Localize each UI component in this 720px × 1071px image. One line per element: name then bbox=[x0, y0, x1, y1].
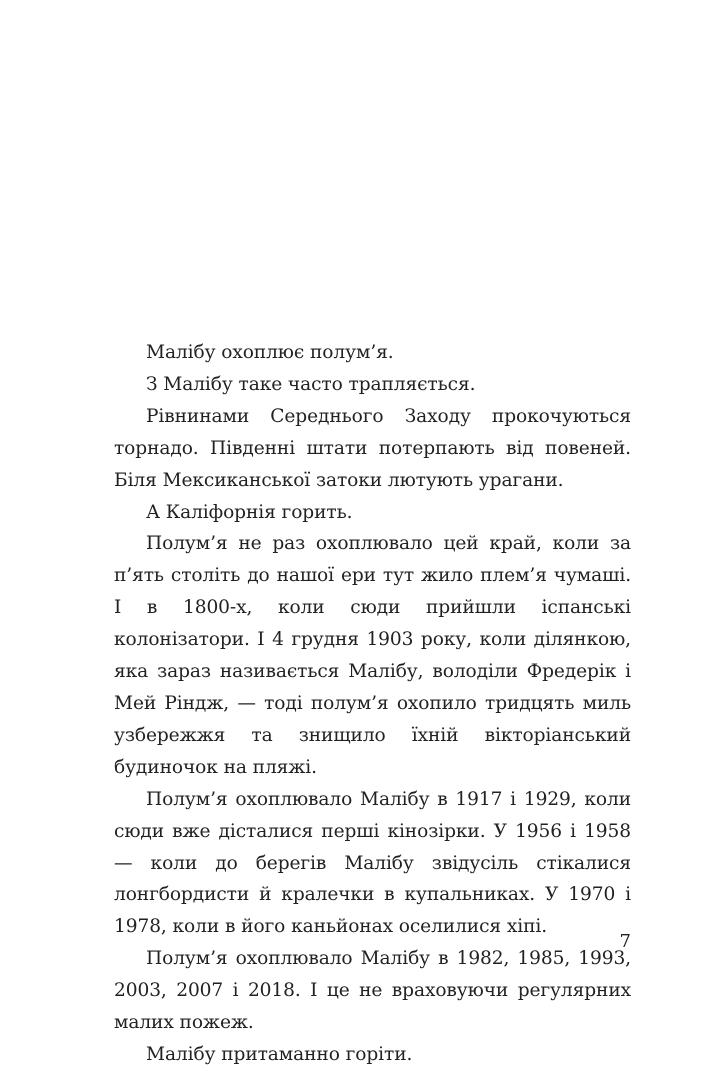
paragraph-6: Полум’я охоплювало Малібу в 1917 і 1929, коли сюди вже дісталися перші кінозірки. У 1956 і 1958 — коли до берегів Малібу звідусіль стікалися лонгбордисти й кралечки в купальниках. У 1970 і 1978, коли в його каньйонах оселилися хіпі. bbox=[114, 788, 631, 938]
paragraph-4: А Каліфорнія горить. bbox=[146, 501, 353, 523]
paragraph-7: Полум’я охоплювало Малібу в 1982, 1985, 1993, 2003, 2007 і 2018. І це не враховуючи регулярних малих пожеж. bbox=[114, 948, 631, 1034]
paragraph-3: Рівнинами Середнього Заходу прокочуються торнадо. Південні штати потерпають від повеней. Біля Мексиканської затоки лютують урагани. bbox=[114, 405, 631, 491]
paragraph-5: Полум’я не раз охоплювало цей край, коли за п’ять століть до нашої ери тут жило плем’я чумаші. І в 1800-х, коли сюди прийшли іспанські колонізатори. І 4 грудня 1903 року, коли ділянкою, яка зараз називається Малібу, володіли Фредерік і Мей Ріндж, — тоді полум’я охопило тридцять миль узбережжя та знищило їхній вікторіанський будиночок на пляжі. bbox=[114, 533, 631, 778]
page-number: 7 bbox=[619, 931, 631, 952]
paragraph-1: Малібу охоплює полум’я. bbox=[146, 342, 394, 363]
paragraph-8: Малібу притаманно горіти. bbox=[146, 1043, 413, 1065]
body-text bbox=[114, 337, 631, 1071]
paragraph-2: З Малібу таке часто трапляється. bbox=[146, 373, 476, 395]
